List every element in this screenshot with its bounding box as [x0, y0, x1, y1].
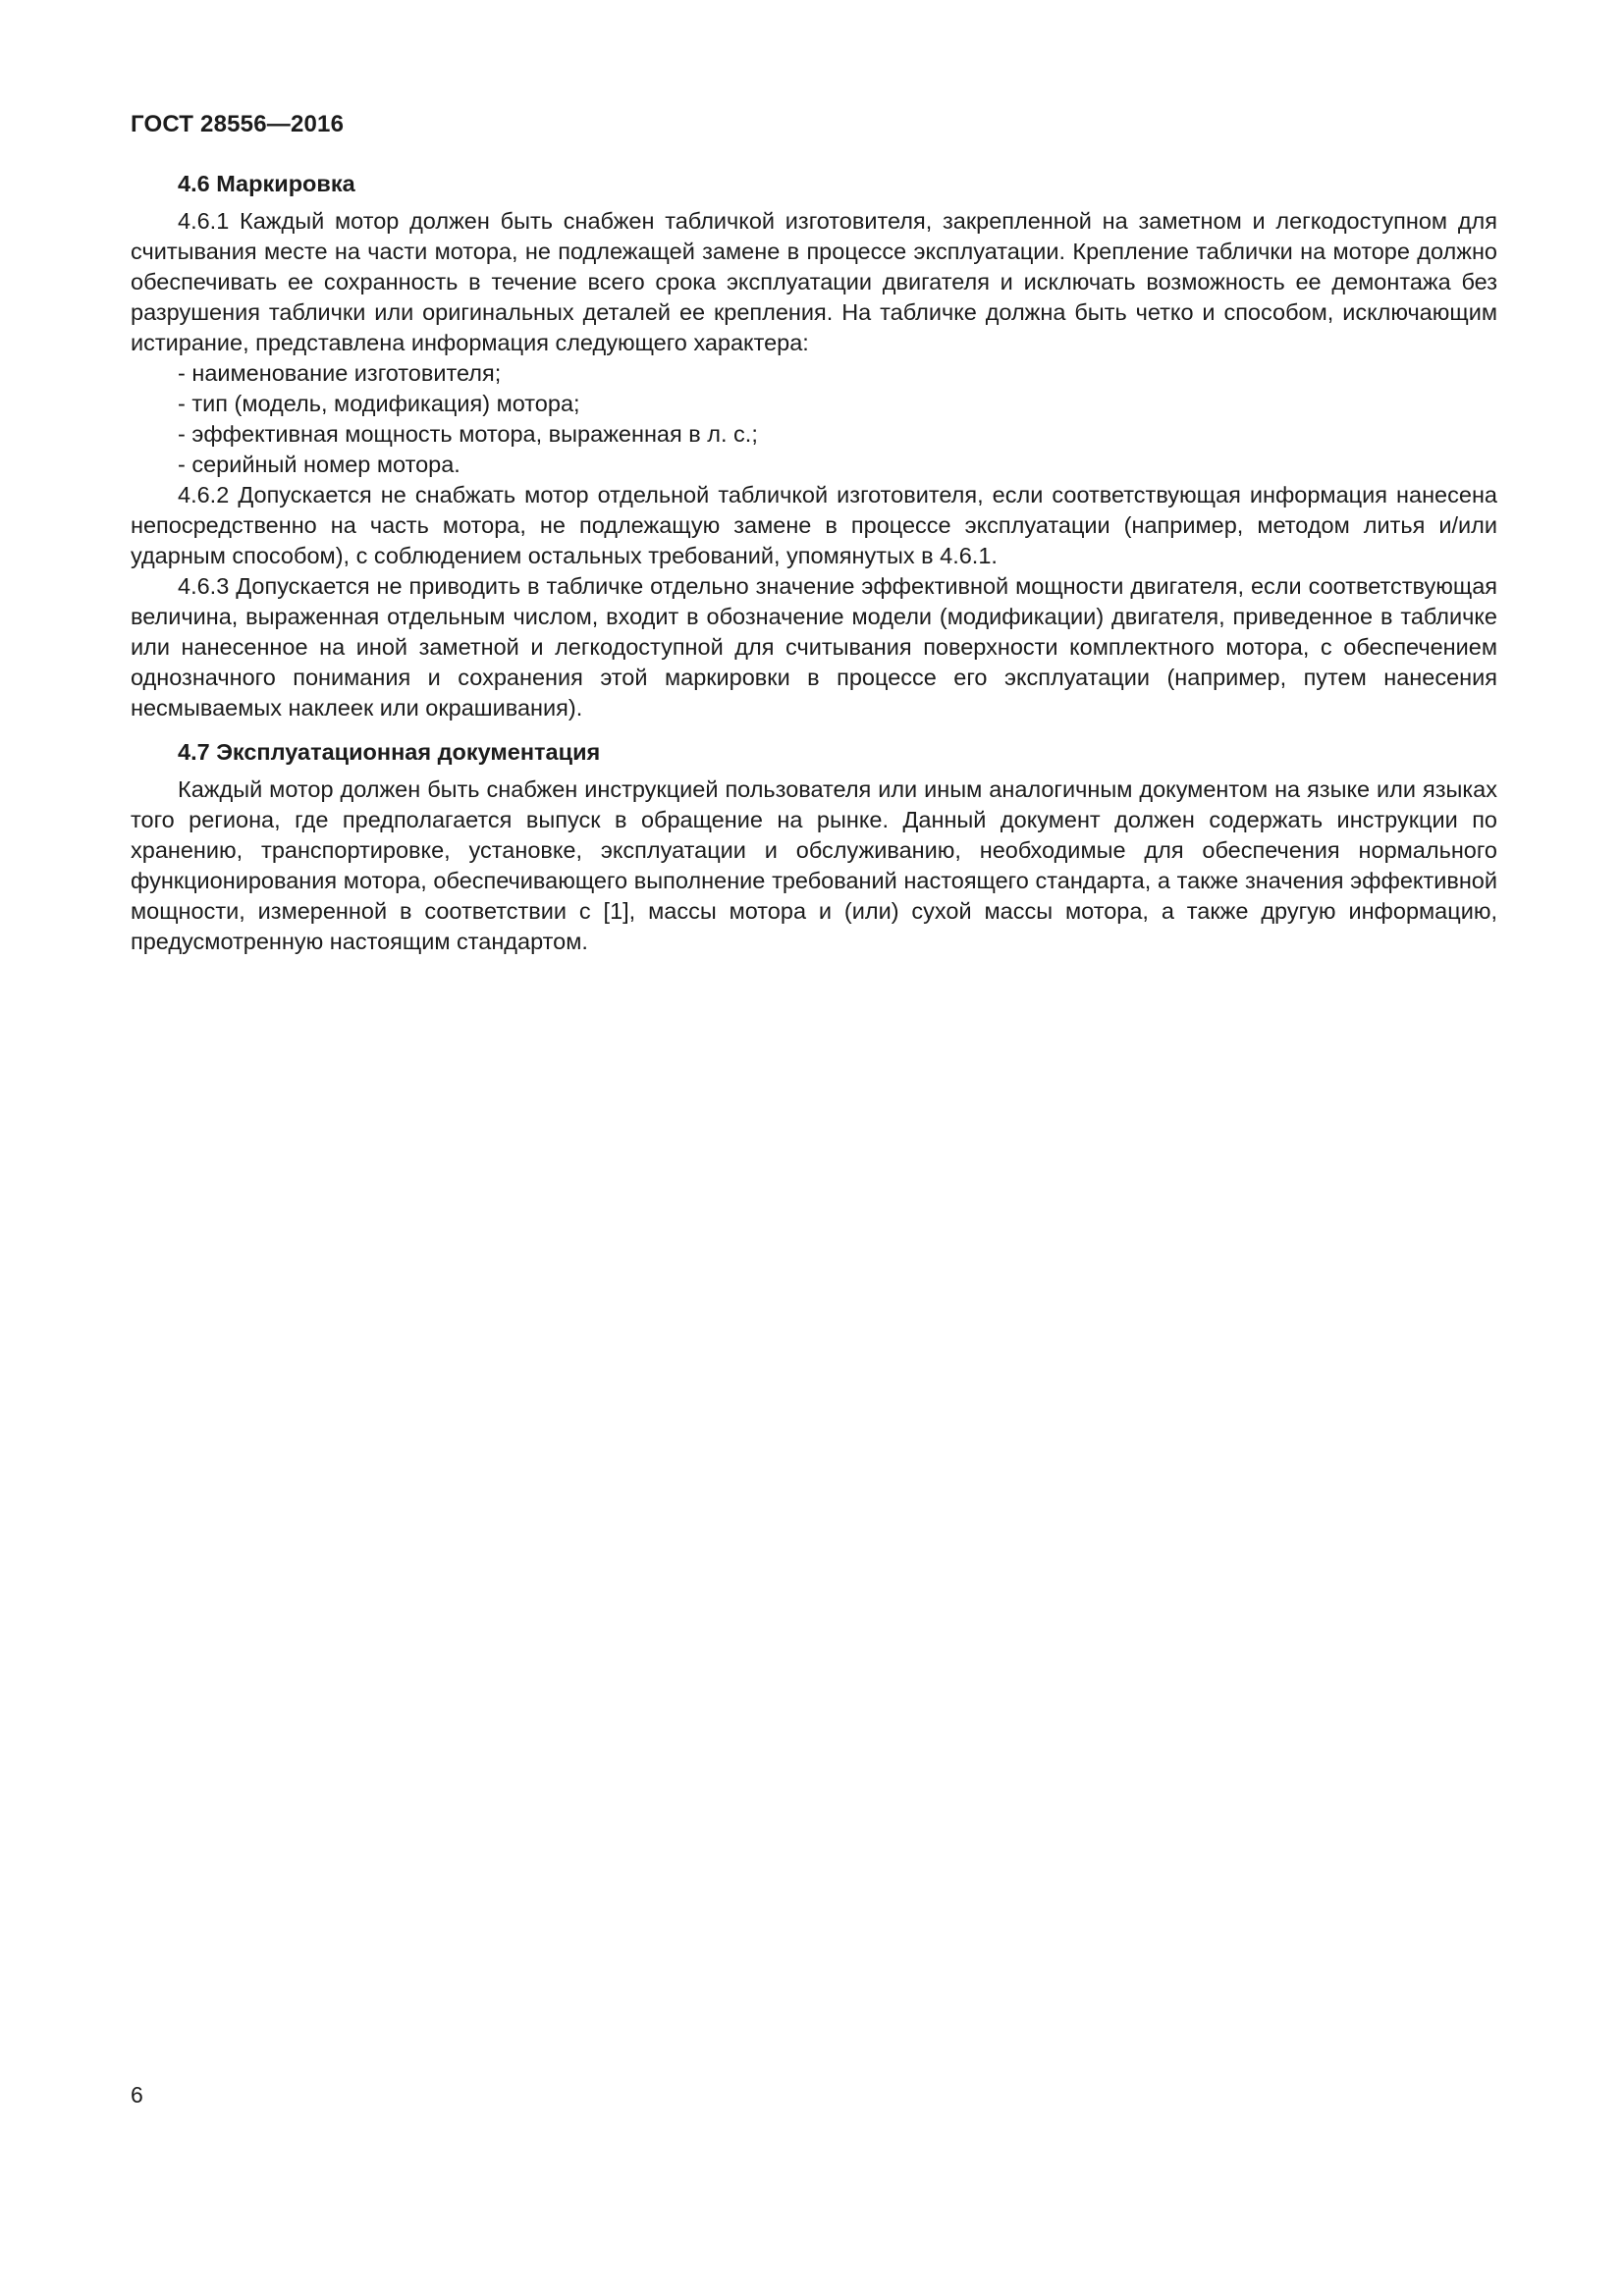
section-heading-4-7: 4.7 Эксплуатационная документация — [178, 739, 601, 765]
page-content — [131, 110, 1497, 957]
paragraph-4-6-2: 4.6.2 Допускается не снабжать мотор отдельной табличкой изготовителя, если соответствующая информация нанесена непосредственно на часть мотора, не подлежащую замене в процессе эксплуатации (например, методом литья и/или ударным способом), с соблюдением остальных требований, упомянутых в 4.6.1. — [131, 482, 1497, 568]
document-header: ГОСТ 28556—2016 — [131, 111, 345, 137]
list-item-serial-number: - серийный номер мотора. — [178, 452, 460, 477]
section-heading-4-6: 4.6 Маркировка — [178, 171, 355, 196]
paragraph-4-6-3: 4.6.3 Допускается не приводить в табличке отдельно значение эффективной мощности двигателя, если соответствующая величина, выраженная отдельным числом, входит в обозначение модели (модификации) двигателя, приведенное в табличке или нанесенное на иной заметной и легкодоступной для считывания поверхности комплектного мотора, с обеспечением однозначного понимания и сохранения этой маркировки в процессе его эксплуатации (например, путем нанесения несмываемых наклеек или окрашивания). — [131, 573, 1497, 721]
page-number: 6 — [131, 2082, 143, 2108]
paragraph-4-7: Каждый мотор должен быть снабжен инструкцией пользователя или иным аналогичным документом на языке или языках того региона, где предполагается выпуск в обращение на рынке. Данный документ должен содержать инструкции по хранению, транспортировке, установке, эксплуатации и обслуживанию, необходимые для обеспечения нормального функционирования мотора, обеспечивающего выполнение требований настоящего стандарта, а также значения эффективной мощности, измеренной в соответствии с [1], массы мотора и (или) сухой массы мотора, а также другую информацию, предусмотренную настоящим стандартом. — [131, 776, 1497, 954]
list-item-type-model: - тип (модель, модификация) мотора; — [178, 391, 580, 416]
list-item-power: - эффективная мощность мотора, выраженная в л. с.; — [178, 421, 758, 447]
paragraph-4-6-1: 4.6.1 Каждый мотор должен быть снабжен табличкой изготовителя, закрепленной на заметном и легкодоступном для считывания месте на части мотора, не подлежащей замене в процессе эксплуатации. Крепление таблички на моторе должно обеспечивать ее сохранность в течение всего срока эксплуатации двигателя и исключать возможность ее демонтажа без разрушения таблички или оригинальных деталей ее крепления. На табличке должна быть четко и способом, исключающим истирание, представлена информация следующего характера: — [131, 208, 1497, 355]
list-item-manufacturer: - наименование изготовителя; — [178, 360, 502, 386]
